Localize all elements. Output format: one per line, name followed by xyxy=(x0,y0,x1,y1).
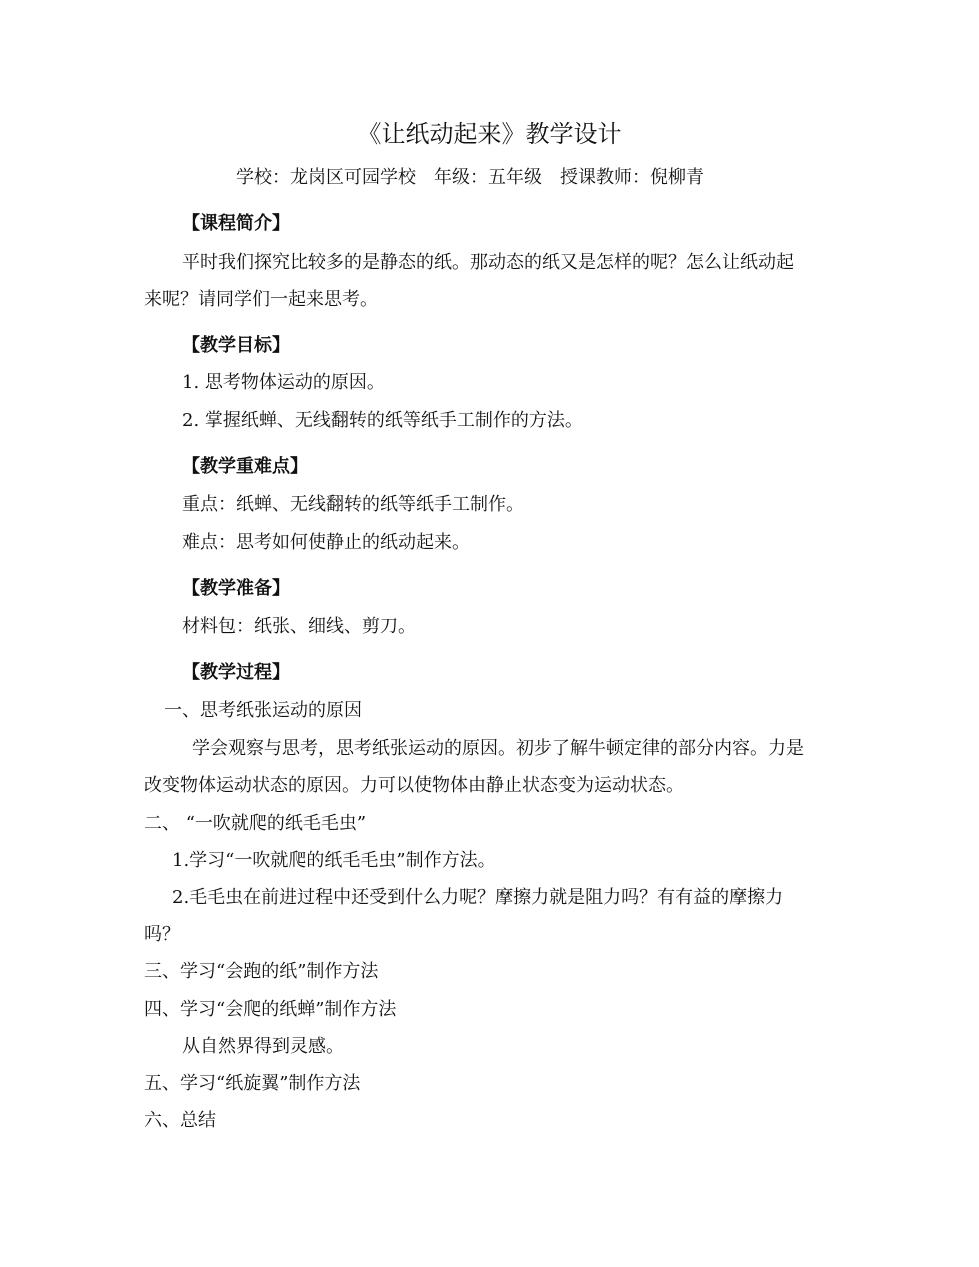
process-section-4-note: 从自然界得到灵感。 xyxy=(182,1036,344,1057)
prep-materials: 材料包：纸张、细线、剪刀。 xyxy=(182,616,416,637)
process-section-5: 五、学习“纸旋翼”制作方法 xyxy=(144,1073,361,1094)
process-section-2: 二、 “一吹就爬的纸毛毛虫” xyxy=(144,813,367,834)
goal-item-1: 1. 思考物体运动的原因。 xyxy=(182,372,385,393)
difficult-point-text: 难点：思考如何使静止的纸动起来。 xyxy=(182,532,470,553)
process-section-6: 六、总结 xyxy=(144,1110,216,1131)
process-section-1-text-line1: 学会观察与思考，思考纸张运动的原因。初步了解牛顿定律的部分内容。力是 xyxy=(192,738,804,759)
grade-label: 年级：五年级 xyxy=(434,167,542,188)
intro-text-line2: 来呢？请同学们一起来思考。 xyxy=(144,289,378,310)
goals-heading: 【教学目标】 xyxy=(182,335,290,356)
process-section-2-item-1: 1.学习“一吹就爬的纸毛毛虫”制作方法。 xyxy=(172,850,496,871)
process-section-2-item-2-line2: 吗？ xyxy=(144,924,180,945)
intro-text-line1: 平时我们探究比较多的是静态的纸。那动态的纸又是怎样的呢？怎么让纸动起 xyxy=(182,252,794,273)
key-point-text: 重点：纸蝉、无线翻转的纸等纸手工制作。 xyxy=(182,494,524,515)
school-label: 学校：龙岗区可园学校 xyxy=(236,167,416,188)
teacher-label: 授课教师：倪柳青 xyxy=(560,167,704,188)
document-title: 《让纸动起来》教学设计 xyxy=(357,120,622,148)
process-section-2-item-2-line1: 2.毛毛虫在前进过程中还受到什么力呢？摩擦力就是阻力吗？有有益的摩擦力 xyxy=(172,887,784,908)
process-section-3: 三、学习“会跑的纸”制作方法 xyxy=(144,961,379,982)
intro-heading: 【课程简介】 xyxy=(182,213,290,234)
document-meta xyxy=(0,167,940,189)
process-heading: 【教学过程】 xyxy=(182,662,290,683)
key-points-heading: 【教学重难点】 xyxy=(182,456,308,477)
process-section-4: 四、学习“会爬的纸蝉”制作方法 xyxy=(144,999,397,1020)
prep-heading: 【教学准备】 xyxy=(182,578,290,599)
process-section-1-text-line2: 改变物体运动状态的原因。力可以使物体由静止状态变为运动状态。 xyxy=(144,775,684,796)
process-section-1: 一、思考纸张运动的原因 xyxy=(164,700,362,721)
goal-item-2: 2. 掌握纸蝉、无线翻转的纸等纸手工制作的方法。 xyxy=(182,410,583,431)
